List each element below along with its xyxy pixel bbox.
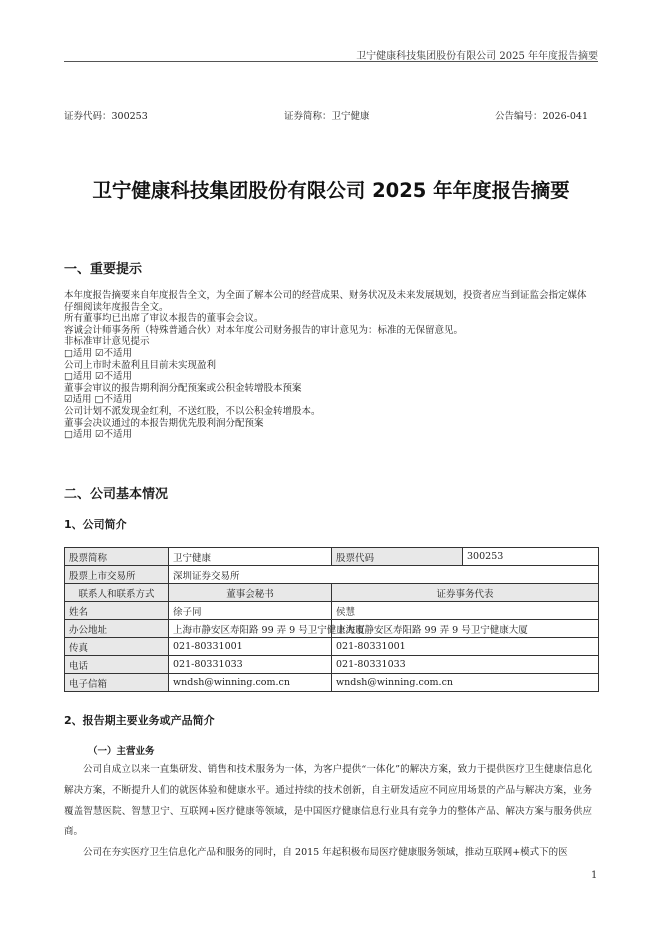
table-cell: 联系人和联系方式	[65, 584, 169, 602]
table-cell: 021-80331001	[169, 638, 332, 656]
table-cell: 300253	[463, 548, 599, 566]
meta-row	[64, 108, 588, 120]
table-cell: 股票代码	[332, 548, 463, 566]
table-row	[65, 620, 599, 638]
table-cell: 深圳证券交易所	[169, 566, 599, 584]
table-row	[65, 656, 599, 674]
notice-checkbox-line: ☑适用 □不适用	[64, 394, 133, 406]
table-cell: 证券事务代表	[332, 584, 599, 602]
table-cell: 办公地址	[65, 620, 169, 638]
table-row	[65, 602, 599, 620]
table-row	[65, 674, 599, 692]
table-row	[65, 584, 599, 602]
table-row	[65, 548, 599, 566]
notice-checkbox-line: □适用 ☑不适用	[64, 429, 133, 441]
table-cell: 股票简称	[65, 548, 169, 566]
table-cell: 上海市静安区寿阳路 99 弄 9 号卫宁健康大厦	[169, 620, 332, 638]
notice-checkbox-line: □适用 ☑不适用	[64, 347, 133, 359]
table-cell: 电子信箱	[65, 674, 169, 692]
main-business-subheading: （一）主营业务	[88, 746, 155, 757]
notice-line: 本年度报告摘要来自年度报告全文，为全面了解本公司的经营成果、财务状况及未来发展规划，投资者应当到证监会指定媒体仔细阅读年度报告全文。	[64, 290, 587, 313]
header-divider	[64, 61, 598, 62]
notice-line: 非标准审计意见提示	[64, 336, 150, 348]
table-cell: 股票上市交易所	[65, 566, 169, 584]
table-row	[65, 566, 599, 584]
table-row	[65, 638, 599, 656]
body-paragraph: 公司自成立以来一直集研发、销售和技术服务为一体，为客户提供“一体化”的解决方案，致力于提供医疗卫生健康信息化解决方案，不断提升人们的就医体验和健康水平。通过持续的技术创新，自主研发适应不同应用场景的产品与解决方案，业务覆盖智慧医院、智慧卫宁、互联网+医疗健康等领域，是中国医疗健康信息行业具有竞争力的整体产品、解决方案与服务供应商。	[64, 764, 592, 838]
body-paragraph: 公司在夯实医疗卫生信息化产品和服务的同时，自 2015 年起积极布局医疗健康服务领域，推动互联网+模式下的医	[83, 847, 568, 859]
company-profile-table	[64, 547, 599, 692]
running-header: 卫宁健康科技集团股份有限公司 2025 年年度报告摘要	[356, 51, 598, 62]
table-cell: 卫宁健康	[169, 548, 332, 566]
table-cell: 021-80331033	[169, 656, 332, 674]
main-business-body	[64, 760, 592, 864]
table-cell: wndsh@winning.com.cn	[169, 674, 332, 692]
table-cell: 姓名	[65, 602, 169, 620]
document-title: 卫宁健康科技集团股份有限公司 2025 年年度报告摘要	[92, 179, 570, 202]
notice-checkbox-line: □适用 ☑不适用	[64, 371, 133, 383]
page-number: 1	[591, 870, 598, 881]
table-cell: 上海市静安区寿阳路 99 弄 9 号卫宁健康大厦	[332, 620, 599, 638]
notice-line: 董事会审议的报告期利润分配预案或公积金转增股本预案	[64, 382, 302, 394]
notice-line: 公司上市时未盈利且目前未实现盈利	[64, 359, 217, 371]
table-cell: 电话	[65, 656, 169, 674]
important-notice-body	[64, 290, 594, 441]
table-cell: wndsh@winning.com.cn	[332, 674, 599, 692]
notice-line: 容诚会计师事务所（特殊普通合伙）对本年度公司财务报告的审计意见为：标准的无保留意见。	[64, 324, 464, 336]
subsection-company-profile: 1、公司简介	[64, 518, 127, 531]
notice-line: 董事会决议通过的本报告期优先股利润分配预案	[64, 417, 264, 429]
table-cell: 侯慧	[332, 602, 599, 620]
section-heading-important-notice: 一、重要提示	[64, 262, 143, 277]
table-cell: 董事会秘书	[169, 584, 332, 602]
section-heading-company-info: 二、公司基本情况	[64, 487, 169, 502]
stock-code: 证券代码：300253	[64, 111, 148, 122]
notice-line: 公司计划不派发现金红利，不送红股，不以公积金转增股本。	[64, 405, 321, 417]
subsection-main-business: 2、报告期主要业务或产品简介	[64, 714, 215, 727]
table-cell: 021-80331001	[332, 638, 599, 656]
notice-line: 所有董事均已出席了审议本报告的董事会会议。	[64, 313, 264, 325]
notice-number: 公告编号：2026-041	[494, 111, 588, 122]
stock-short-name: 证券简称：卫宁健康	[284, 111, 370, 122]
table-cell: 徐子同	[169, 602, 332, 620]
table-cell: 021-80331033	[332, 656, 599, 674]
table-cell: 传真	[65, 638, 169, 656]
